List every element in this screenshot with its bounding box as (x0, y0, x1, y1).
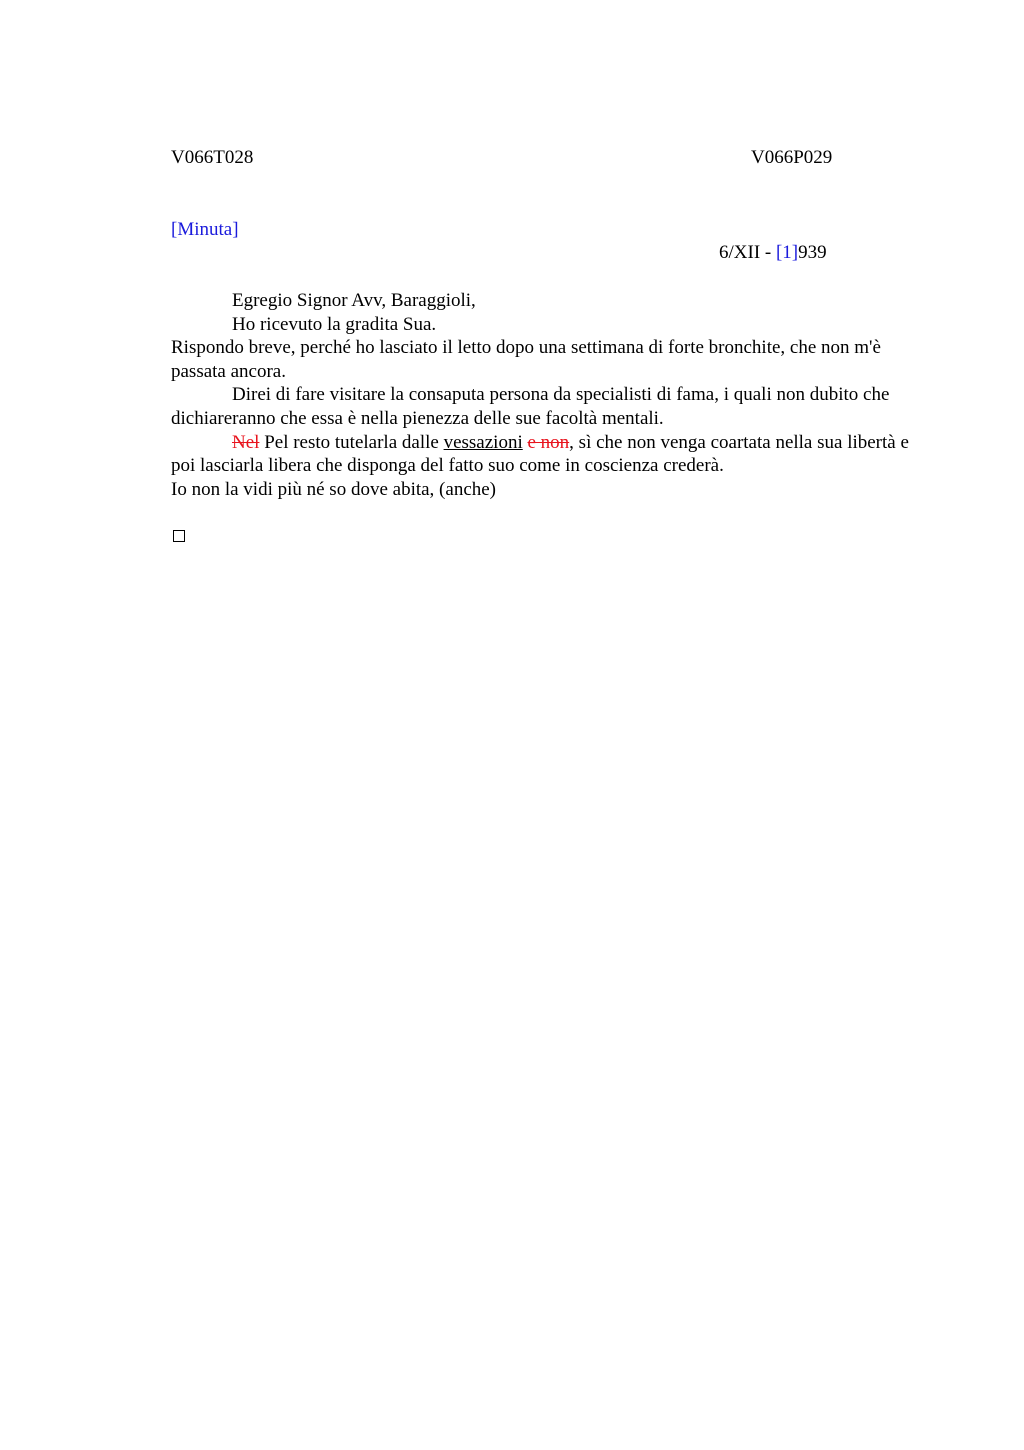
paragraph-1: Ho ricevuto la gradita Sua. (232, 313, 437, 335)
date-prefix: 6/XII - (719, 242, 776, 263)
date-bracket: [1] (775, 242, 799, 263)
paragraph-3: Direi di fare visitare la consaputa persona da specialisti di fama, i quali non dubito che dichiareranno che essa è nella pienezza delle sue facoltà mentali. (171, 384, 890, 429)
underlined-word: vessazioni (443, 431, 523, 453)
letter-body (171, 289, 915, 501)
paragraph-4-text-1: Pel resto tutelarla dalle (259, 431, 444, 453)
salutation: Egregio Signor Avv, Baraggioli, (232, 290, 476, 311)
minuta-label: [Minuta] (171, 219, 239, 240)
document-id-left: V066T028 (171, 147, 254, 168)
deleted-word-1: Nel (232, 431, 260, 453)
paragraph-4-text-2: , sì che non venga coartata nella sua libertà e poi lasciarla libera che disponga del fatto suo come in coscienza crederà. (171, 431, 909, 477)
deleted-word-2: e non (527, 431, 570, 453)
checkbox-icon (173, 530, 185, 542)
document-id-right: V066P029 (751, 147, 833, 168)
paragraph-2: Rispondo breve, perché ho lasciato il letto dopo una settimana di forte bronchite, che non m'è passata ancora. (171, 337, 881, 382)
paragraph-4 (171, 431, 915, 478)
paragraph-5: Io non la vidi più né so dove abita, (anche) (171, 478, 497, 500)
date-suffix: 939 (798, 242, 827, 263)
letter-date (719, 241, 827, 265)
